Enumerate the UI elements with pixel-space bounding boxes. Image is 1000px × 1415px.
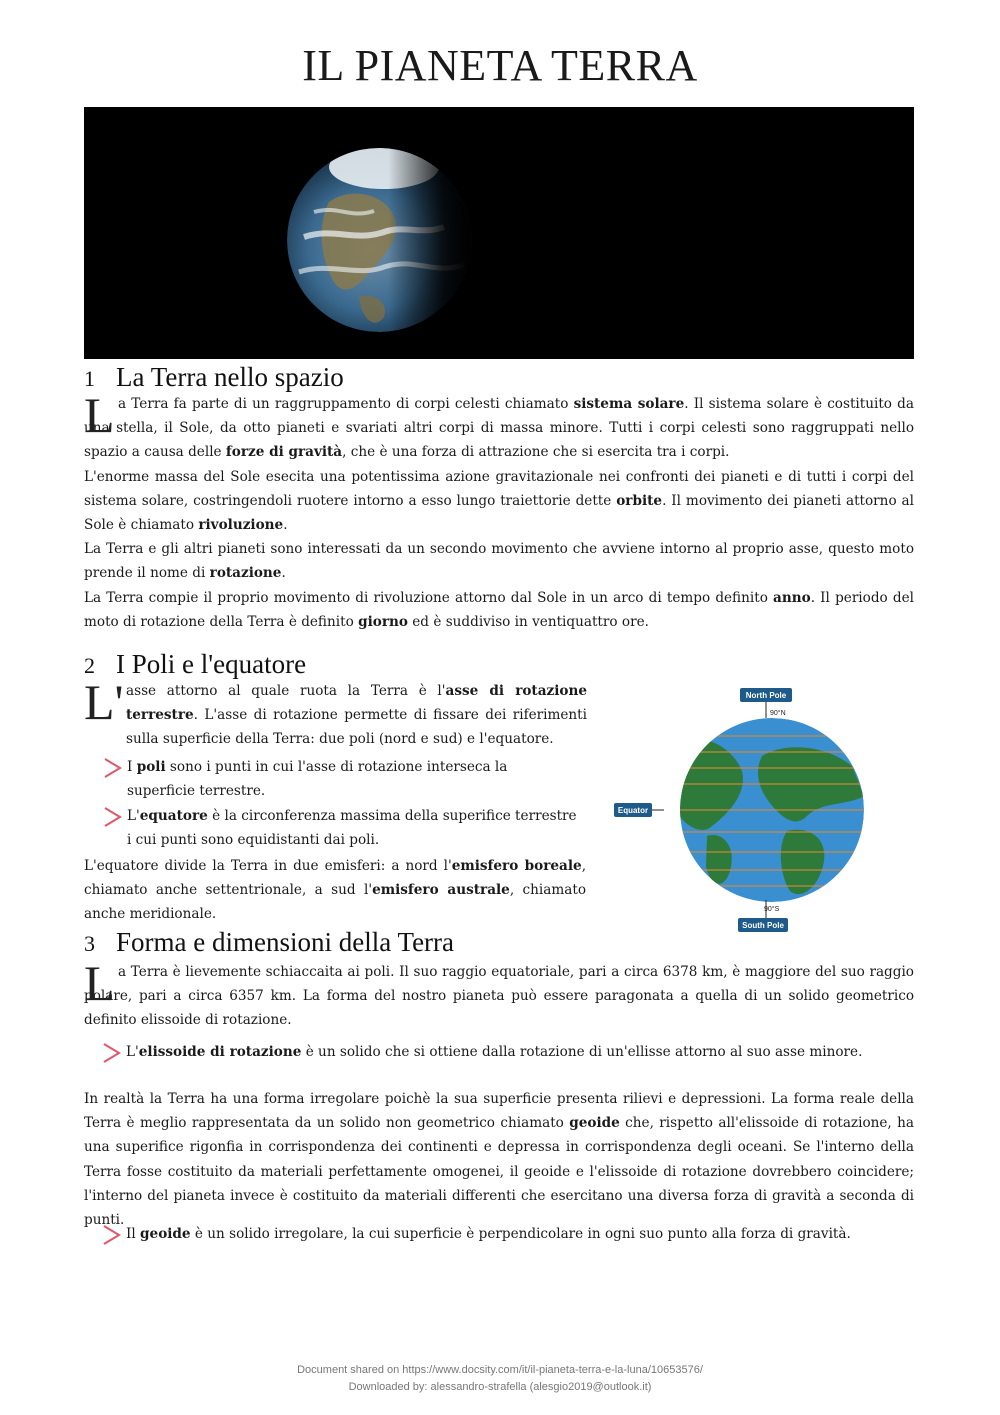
earth-illustration: [84, 107, 914, 359]
keyword: emisfero australe: [372, 882, 510, 899]
keyword: geoide: [569, 1115, 620, 1132]
keyword: giorno: [358, 613, 408, 630]
section-number: 3: [84, 931, 95, 956]
text: che, rispetto all'elissoide di rotazione, ha una superifice rigonfia in corrispondenza dei continenti e depressa in corrispondenza degli oceani. Se l'interno della Terra fosse costituito da materiali perfettamente omogenei, il geoide e l'elissoide di rotazione dovrebbero coincidere; l'interno del pianeta invece è costituito da materiali differenti che esercitano una diversa forza di gravità a seconda di punti.: [84, 1115, 914, 1229]
section-2-hemispheres: [84, 854, 586, 927]
text: a Terra è lievemente schiaccaita ai poli. Il suo raggio equatoriale, pari a circa 6378 km, è maggiore del suo raggio polare, pari a circa 6357 km. La forma del nostro pianeta può essere paragonata a quella di un solido geometrico definito elissoide di rotazione.: [84, 964, 914, 1029]
keyword: rotazione: [209, 565, 282, 582]
text: è un solido irregolare, la cui superficie è perpendicolare in ogni suo punto alla forza di gravità.: [190, 1226, 851, 1242]
text: In realtà la Terra ha una forma irregolare poichè la sua superficie presenta rilievi e depressioni. La forma reale della Terra è meglio rappresentata da un solido non geometrico chiamato: [84, 1091, 914, 1132]
footer-downloaded-by: Downloaded by: alessandro-strafella (alesgio2019@outlook.it): [348, 1381, 652, 1393]
keyword: poli: [136, 759, 166, 775]
globe-diagram: [612, 686, 868, 936]
north-degree-label: 90°N: [770, 710, 786, 717]
paragraph: [84, 465, 914, 538]
keyword: forze di gravità: [225, 444, 343, 461]
text: a Terra fa parte di un raggruppamento di corpi celesti chiamato: [118, 396, 574, 412]
paragraph: [84, 674, 587, 752]
text: è un solido che si ottiene dalla rotazione di un'ellisse attorno al suo asse minore.: [301, 1044, 863, 1060]
section-2-intro: [84, 674, 587, 752]
keyword: equatore: [139, 808, 208, 824]
text: La Terra e gli altri pianeti sono interessati da un secondo movimento che avviene intorno al proprio asse, questo moto prende il nome di: [84, 541, 914, 582]
chevron-icon: [102, 1042, 122, 1064]
text: asse attorno al quale ruota la Terra è l': [126, 683, 446, 699]
bullet-elissoide: [102, 1040, 902, 1064]
text: . L'asse di rotazione permette di fissare dei riferimenti sulla superficie della Terra: due poli (nord e sud) e l'equatore.: [126, 707, 587, 748]
chevron-icon: [103, 806, 123, 828]
globe-illustration: [612, 686, 868, 936]
bullet-geoide: [102, 1222, 902, 1246]
keyword: sistema solare: [573, 396, 685, 412]
text: è la circonferenza massima della superifice terrestre i cui punti sono equidistanti dai poli.: [127, 808, 577, 849]
section-title: La Terra nello spazio: [116, 362, 344, 392]
chevron-icon: [103, 757, 123, 779]
text: La Terra compie il proprio movimento di rivoluzione attorno dal Sole in un arco di tempo definito: [84, 589, 774, 606]
bullet-equatore: [103, 804, 583, 852]
section-title: Forma e dimensioni della Terra: [116, 927, 455, 957]
page-title: IL PIANETA TERRA: [302, 41, 698, 90]
section-1-body: [84, 387, 914, 634]
text: , chiamato anche settentrionale, a sud l': [84, 858, 587, 899]
section-number: 1: [84, 366, 95, 391]
text: . Il sistema solare è costituito da una stella, il Sole, da otto pianeti e svariati altri corpi di massa minore. Tutti i corpi celesti sono raggruppati nello spazio a causa delle: [84, 396, 914, 461]
paragraph: [84, 586, 914, 634]
bullet-poli: [103, 755, 553, 803]
keyword: anno: [773, 589, 811, 606]
section-title: I Poli e l'equatore: [116, 649, 307, 679]
text: .: [283, 517, 288, 534]
text: sono i punti in cui l'asse di rotazione interseca la superficie terrestre.: [127, 759, 508, 800]
text: L': [126, 1044, 139, 1060]
keyword: asse di rotazione terrestre: [126, 683, 587, 724]
text: I: [127, 759, 137, 775]
drop-cap: L: [84, 387, 115, 443]
section-3-heading: [84, 927, 454, 958]
south-degree-label: 90°S: [764, 906, 780, 913]
paragraph: [84, 537, 914, 585]
north-pole-label: North Pole: [745, 691, 787, 700]
keyword: rivoluzione: [198, 517, 284, 534]
text: . Il movimento dei pianeti attorno al Sole è chiamato: [84, 492, 914, 534]
text: L': [127, 808, 140, 824]
keyword: geoide: [140, 1226, 191, 1242]
text: , chiamato anche meridionale.: [84, 882, 587, 923]
paragraph: [84, 955, 914, 1033]
drop-cap: L': [84, 674, 124, 730]
south-pole-label: South Pole: [742, 921, 784, 930]
drop-cap: L: [84, 955, 115, 1011]
text: . Il periodo del moto di rotazione della Terra è definito: [84, 589, 914, 630]
section-1-heading: [84, 362, 344, 393]
text: ed è suddiviso in ventiquattro ore.: [407, 613, 649, 630]
earth-hero-image: [84, 107, 914, 359]
paragraph: [84, 387, 914, 465]
chevron-icon: [102, 1224, 122, 1246]
text: L'equatore divide la Terra in due emisferi: a nord l': [84, 858, 452, 874]
text: .: [281, 565, 286, 582]
text: L'enorme massa del Sole esecita una potentissima azione gravitazionale nei confronti dei pianeti e di tutti i corpi del sistema solare, costringendoli ruotere intorno a esso lungo traiettorie dette: [84, 468, 914, 509]
footer-shared-link[interactable]: Document shared on https://www.docsity.com/it/il-pianeta-terra-e-la-luna/10653576/: [297, 1364, 703, 1376]
keyword: emisfero boreale: [451, 858, 582, 874]
section-3-body: [84, 955, 914, 1033]
keyword: elissoide di rotazione: [138, 1044, 302, 1060]
section-number: 2: [84, 653, 95, 678]
section-3-geoide-paragraph: [84, 1087, 914, 1232]
equator-label: Equator: [617, 806, 649, 815]
text: Il: [126, 1226, 141, 1242]
keyword: orbite: [616, 492, 663, 509]
text: , che è una forza di attrazione che si esercita tra i corpi.: [342, 444, 730, 461]
